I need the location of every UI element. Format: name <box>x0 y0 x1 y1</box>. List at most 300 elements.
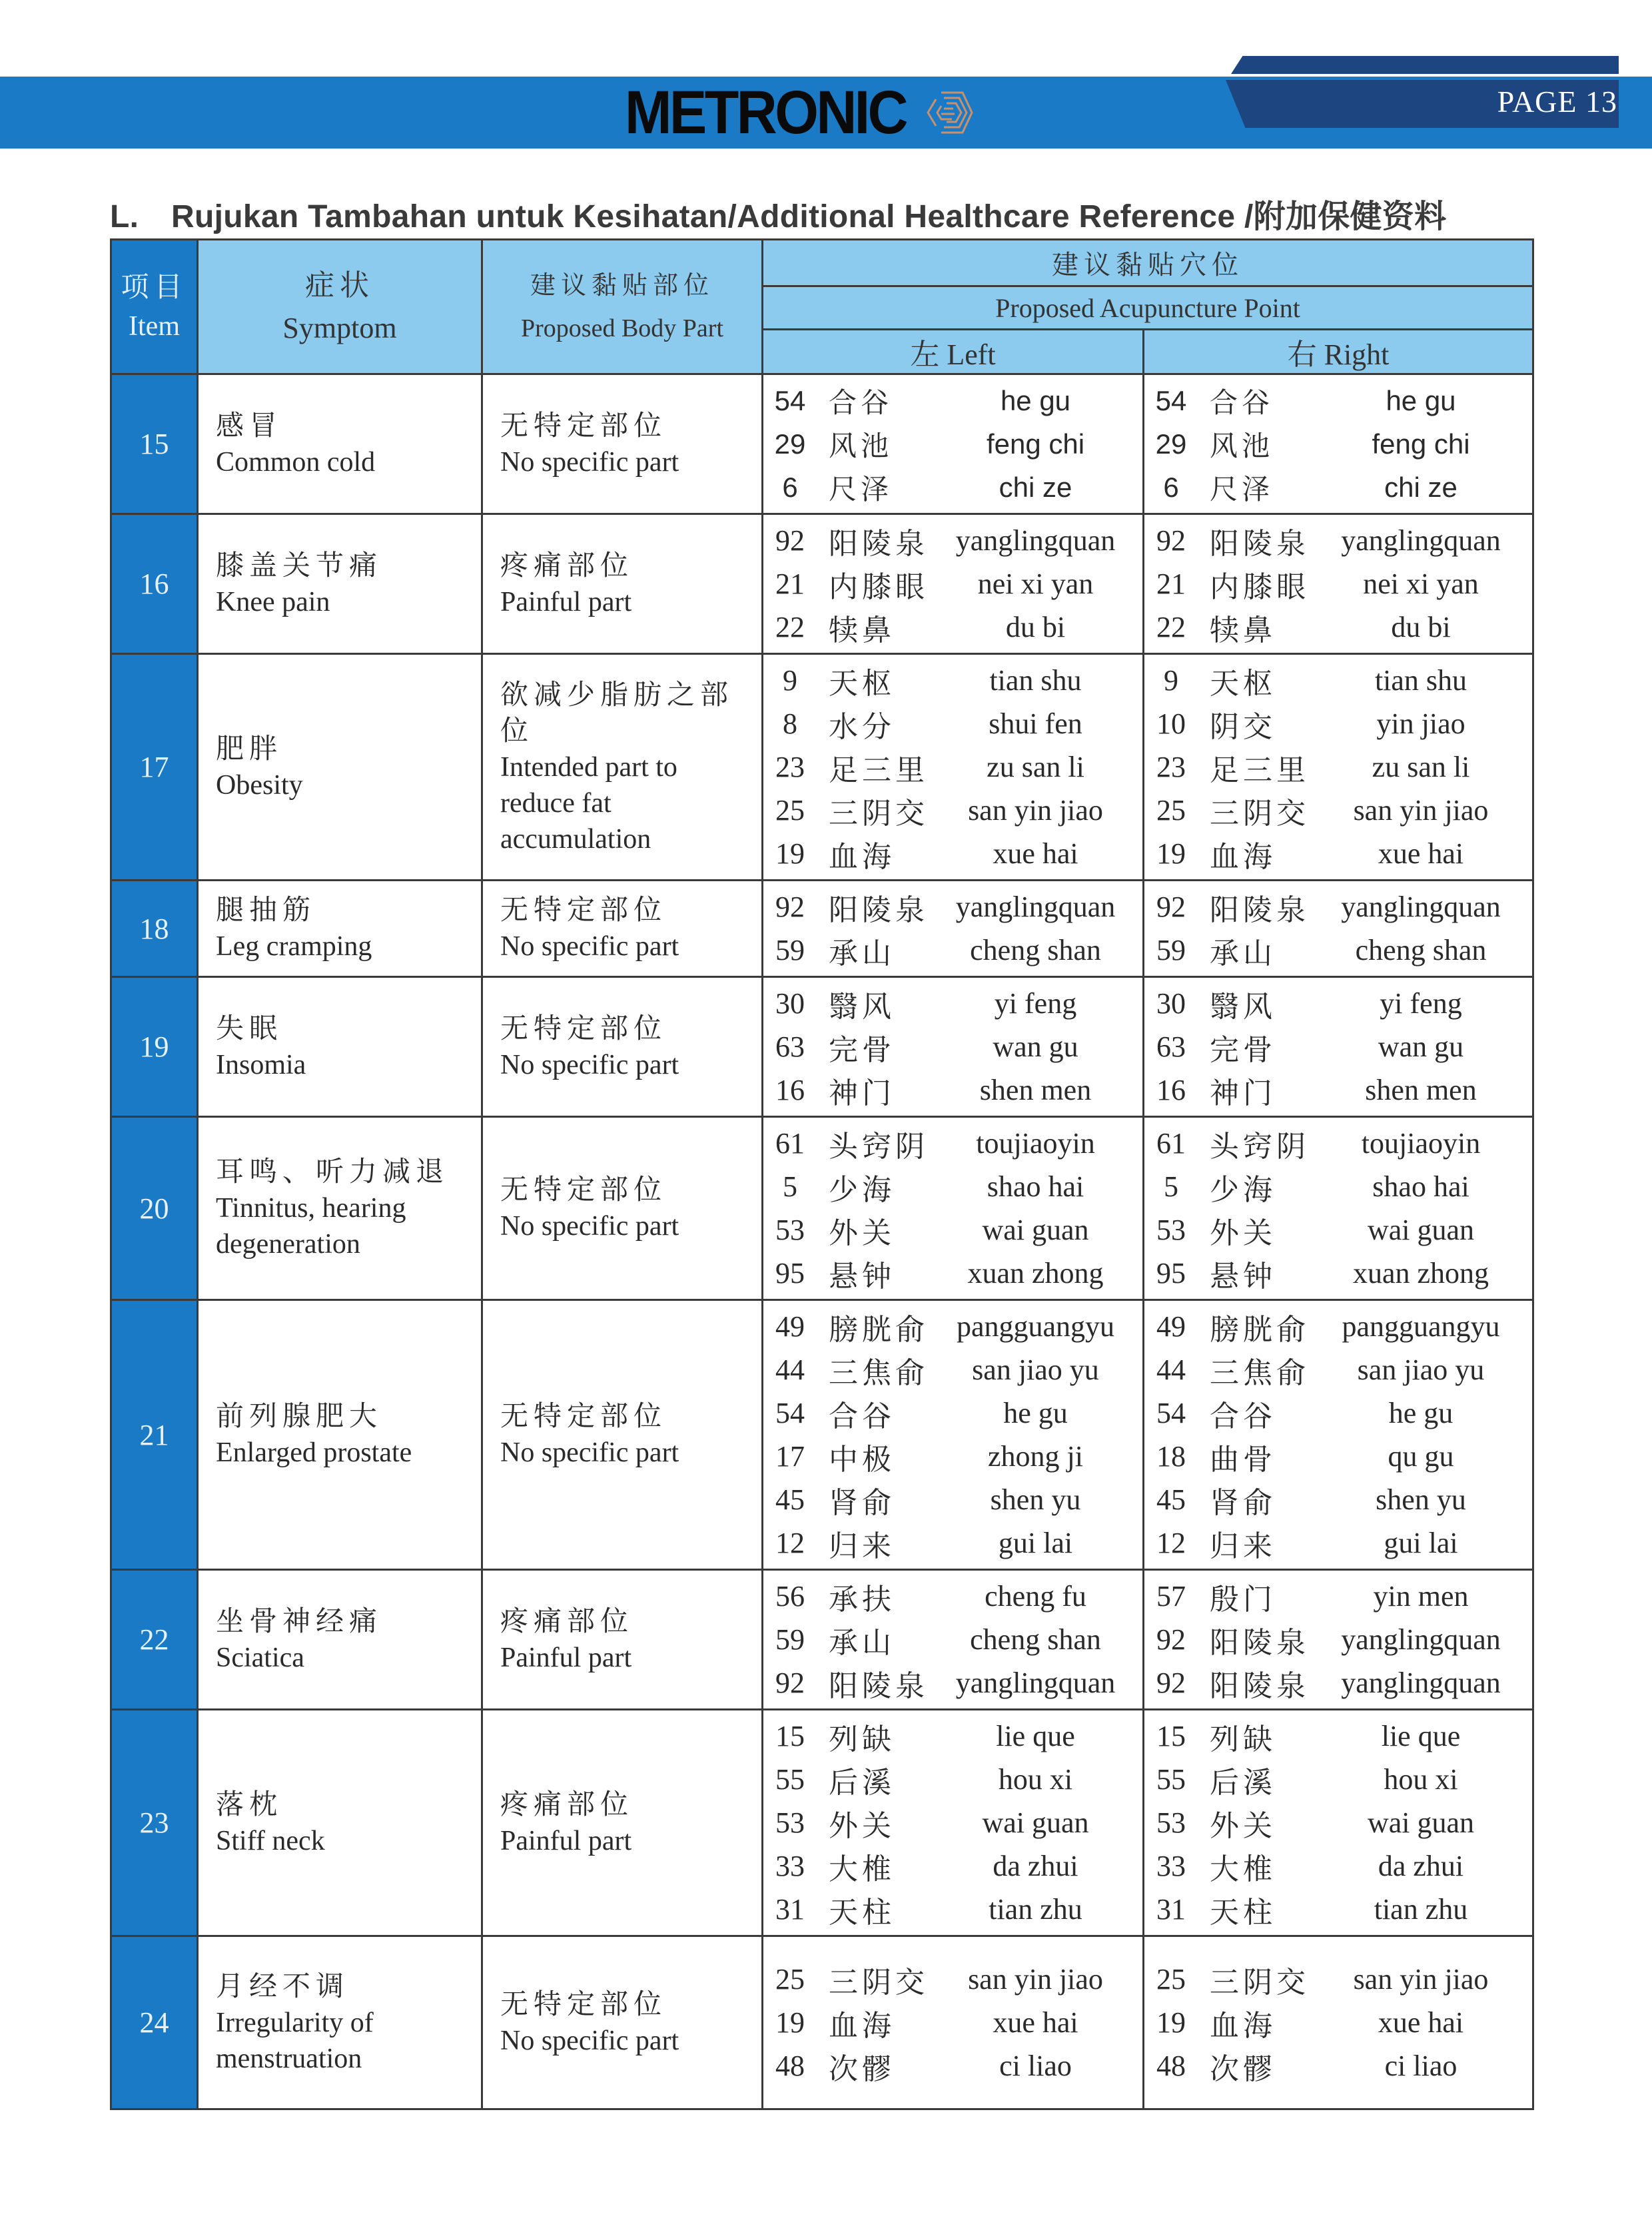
acupoint-pinyin: qu gu <box>1388 1440 1454 1473</box>
body-part-cell <box>482 654 763 881</box>
symptom-cell <box>198 1300 482 1570</box>
acupoint-cn: 合谷 <box>829 386 893 418</box>
symptom-cn: 月经不调 <box>216 1971 350 2002</box>
acupoint <box>1144 1122 1532 1165</box>
header-item-en: Item <box>129 310 180 342</box>
item-number: 21 <box>111 1300 198 1570</box>
body-part-en: No specific part <box>500 1049 679 1080</box>
symptom-cell <box>198 1570 482 1710</box>
symptom-cn: 前列腺肥大 <box>216 1401 383 1432</box>
acupoint-pinyin: he gu <box>1388 1397 1453 1429</box>
body-part-cell <box>482 1570 763 1710</box>
right-points-cell <box>1144 514 1533 654</box>
acupoint <box>1144 1888 1532 1931</box>
table-body <box>111 374 1533 2109</box>
acupoint-cn: 完骨 <box>829 1033 895 1066</box>
header-body-en: Proposed Body Part <box>521 314 723 342</box>
acupoint-number: 19 <box>775 2006 805 2039</box>
acupoint-pinyin: xuan zhong <box>967 1257 1104 1290</box>
acupoint-cn: 尺泽 <box>829 473 893 505</box>
acupoint <box>763 702 1142 745</box>
acupoint-number: 19 <box>775 837 805 870</box>
acupoint-cn: 膀胱俞 <box>1210 1313 1310 1346</box>
acupoint-pinyin: ci liao <box>999 2049 1072 2082</box>
acupoint <box>1144 1478 1532 1521</box>
acupoint <box>1144 1575 1532 1618</box>
acupoint-pinyin: shao hai <box>1372 1170 1469 1203</box>
acupoint-number: 44 <box>775 1353 805 1386</box>
acupoint-number: 55 <box>1156 1763 1186 1796</box>
section-title <box>110 190 1446 236</box>
left-points-cell <box>763 374 1144 514</box>
acupoint <box>1144 982 1532 1025</box>
symptom-en-line: menstruation <box>216 2043 362 2074</box>
left-points-cell <box>763 1570 1144 1710</box>
header-item <box>111 240 198 374</box>
acupoint-pinyin: he gu <box>1386 384 1456 416</box>
acupoint-number: 61 <box>775 1127 805 1160</box>
acupoint-number: 53 <box>1156 1806 1186 1839</box>
acupoint-pinyin: xuan zhong <box>1352 1257 1489 1290</box>
acupoint-number: 92 <box>1156 524 1186 557</box>
acupoint-pinyin: zu san li <box>987 751 1084 783</box>
acupoint-cn: 少海 <box>1210 1173 1276 1206</box>
acupoint <box>1144 379 1532 422</box>
acupoint <box>763 1391 1142 1435</box>
acupoint-cn: 外关 <box>829 1809 895 1842</box>
header-left: 左 Left <box>763 330 1144 374</box>
acupoint-pinyin: he gu <box>1003 1397 1068 1429</box>
acupoint-number: 45 <box>775 1483 805 1516</box>
acupoint-pinyin: feng chi <box>1372 428 1470 460</box>
acupoint-cn: 足三里 <box>829 753 929 787</box>
body-part-en: No specific part <box>500 446 679 478</box>
symptom-cn: 耳鸣、听力减退 <box>216 1157 450 1188</box>
acupoint-cn: 大椎 <box>1210 1852 1276 1886</box>
acupoint-pinyin: san jiao yu <box>972 1353 1099 1386</box>
acupoint-cn: 曲骨 <box>1210 1443 1276 1476</box>
acupoint-cn: 阳陵泉 <box>829 893 929 927</box>
body-part-en-line: Intended part to <box>500 751 677 783</box>
acupoint-pinyin: shui fen <box>989 707 1082 740</box>
acupoint-number: 44 <box>1156 1353 1186 1386</box>
acupoint-cn: 膀胱俞 <box>829 1313 929 1346</box>
acupoint <box>763 745 1142 789</box>
right-points-cell <box>1144 1300 1533 1570</box>
acupoint-number: 30 <box>1156 987 1186 1020</box>
acupoint-pinyin: lie que <box>996 1720 1075 1752</box>
acupoint-number: 49 <box>1156 1310 1186 1343</box>
acupoint-pinyin: tian shu <box>989 664 1082 697</box>
section-title-text: Rujukan Tambahan untuk Kesihatan/Additional Healthcare Reference /附加保健资料 <box>171 199 1447 234</box>
acupoint <box>763 1844 1142 1888</box>
acupoint <box>763 1888 1142 1931</box>
acupoint-pinyin: wan gu <box>993 1030 1078 1063</box>
header-acupoint-en: Proposed Acupuncture Point <box>763 286 1533 330</box>
acupoint-cn: 承山 <box>829 936 895 970</box>
acupoint-cn: 神门 <box>1210 1076 1276 1110</box>
acupoint-number: 25 <box>1156 794 1186 827</box>
acupoint <box>1144 1165 1532 1208</box>
symptom-cell <box>198 881 482 977</box>
acupoint <box>763 1252 1142 1295</box>
acupoint-pinyin: yanglingquan <box>1341 891 1501 923</box>
acupoint-number: 19 <box>1156 837 1186 870</box>
acupoint <box>763 1348 1142 1391</box>
page-number: PAGE 13 <box>1497 85 1617 119</box>
acupoint-pinyin: yi feng <box>1380 987 1462 1020</box>
left-points-cell <box>763 1710 1144 1936</box>
acupoint-cn: 后溪 <box>829 1766 895 1799</box>
acupoint-number: 29 <box>774 428 806 460</box>
acupoint-number: 12 <box>775 1527 805 1559</box>
body-part-cn: 无特定部位 <box>500 410 667 442</box>
symptom-cn: 失眠 <box>216 1013 283 1044</box>
table-row <box>111 977 1533 1117</box>
acupoint-number: 55 <box>775 1763 805 1796</box>
acupoint-number: 6 <box>782 471 798 503</box>
acupoint <box>1144 1025 1532 1068</box>
acupoint-cn: 悬钟 <box>1210 1260 1276 1293</box>
acupoint-pinyin: da zhui <box>993 1850 1078 1882</box>
acupoint-pinyin: wai guan <box>982 1806 1089 1839</box>
acupoint-pinyin: du bi <box>1005 611 1066 643</box>
acupoint-number: 57 <box>1156 1580 1186 1613</box>
acupoint <box>763 1618 1142 1661</box>
symptom-en: Obesity <box>216 769 303 801</box>
acupoint-cn: 三阴交 <box>1210 1966 1310 1999</box>
symptom-cell <box>198 654 482 881</box>
acupoint-pinyin: ci liao <box>1384 2049 1457 2082</box>
acupoint-number: 6 <box>1163 471 1179 503</box>
acupoint-number: 5 <box>783 1170 797 1203</box>
acupoint <box>763 1165 1142 1208</box>
acupoint-cn: 阳陵泉 <box>829 1669 929 1702</box>
acupoint-pinyin: da zhui <box>1378 1850 1464 1882</box>
acupoint-number: 9 <box>1164 664 1178 697</box>
acupoint <box>1144 1391 1532 1435</box>
acupoint <box>763 1801 1142 1844</box>
acupoint <box>763 605 1142 649</box>
acupoint <box>763 466 1142 509</box>
acupoint-cn: 翳风 <box>1210 990 1276 1023</box>
acupoint-pinyin: yin jiao <box>1376 707 1465 740</box>
acupoint-cn: 三阴交 <box>1210 797 1310 830</box>
header-acupoint-cn-text: 建议黏贴穴位 <box>1052 250 1244 280</box>
acupoint <box>1144 422 1532 466</box>
symptom-en-line: Irregularity of <box>216 2007 374 2038</box>
acupoint <box>1144 1521 1532 1565</box>
left-points-cell <box>763 881 1144 977</box>
acupoint-number: 92 <box>775 891 805 923</box>
acupoint-pinyin: tian shu <box>1374 664 1467 697</box>
logo-hexagon-icon <box>921 86 975 139</box>
acupoint-cn: 列缺 <box>1210 1722 1276 1756</box>
acupoint <box>1144 832 1532 875</box>
acupoint <box>763 659 1142 702</box>
acupoint-pinyin: shen men <box>979 1074 1092 1106</box>
acupoint-number: 48 <box>1156 2049 1186 2082</box>
body-part-cn: 无特定部位 <box>500 1989 667 2020</box>
acupoint-cn: 血海 <box>1210 2009 1276 2042</box>
acupoint-pinyin: nei xi yan <box>1363 567 1479 600</box>
acupoint-cn: 风池 <box>829 430 893 462</box>
acupoint <box>1144 1801 1532 1844</box>
acupoint-cn: 阳陵泉 <box>1210 1626 1310 1659</box>
symptom-en: Enlarged prostate <box>216 1437 412 1468</box>
acupoint-pinyin: shen yu <box>1376 1483 1466 1516</box>
acupoint-number: 92 <box>1156 891 1186 923</box>
header-body-cn: 建议黏贴部位 <box>530 271 714 300</box>
right-points-cell <box>1144 1936 1533 2109</box>
acupoint-number: 16 <box>775 1074 805 1106</box>
header-symptom <box>198 240 482 374</box>
table-row <box>111 1936 1533 2109</box>
body-part-cell <box>482 881 763 977</box>
table-row <box>111 514 1533 654</box>
acupoint-number: 49 <box>775 1310 805 1343</box>
acupoint-number: 21 <box>775 567 805 600</box>
acupoint <box>763 562 1142 605</box>
symptom-en: Leg cramping <box>216 931 372 962</box>
acupoint-cn: 犊鼻 <box>829 613 895 647</box>
acupoint <box>763 1714 1142 1758</box>
acupoint <box>763 1068 1142 1112</box>
acupoint-cn: 三焦俞 <box>829 1356 929 1389</box>
symptom-en: Sciatica <box>216 1642 304 1673</box>
left-points-cell <box>763 1300 1144 1570</box>
acupoint-pinyin: gui lai <box>998 1527 1073 1559</box>
header-symptom-cn: 症状 <box>305 268 374 302</box>
acupoint-pinyin: hou xi <box>998 1763 1073 1796</box>
acupoint-pinyin: shen yu <box>990 1483 1081 1516</box>
body-part-en: Painful part <box>500 1642 632 1673</box>
acupoint-cn: 中极 <box>829 1443 895 1476</box>
acupoint-number: 31 <box>1156 1893 1186 1926</box>
body-part-cn: 疼痛部位 <box>500 1606 634 1637</box>
right-points-cell <box>1144 1710 1533 1936</box>
acupoint-cn: 三阴交 <box>829 1966 929 1999</box>
body-part-en-line: accumulation <box>500 823 651 855</box>
acupoint-number: 31 <box>775 1893 805 1926</box>
acupoint-pinyin: zu san li <box>1372 751 1470 783</box>
acupoint-number: 25 <box>775 794 805 827</box>
acupoint-cn: 风池 <box>1210 430 1274 462</box>
acupoint-pinyin: shen men <box>1365 1074 1477 1106</box>
acupoint <box>1144 1618 1532 1661</box>
acupoint-number: 53 <box>1156 1214 1186 1246</box>
acupoint <box>763 1208 1142 1252</box>
acupoint <box>1144 2044 1532 2087</box>
acupoint-pinyin: san yin jiao <box>1353 794 1489 827</box>
symptom-cn: 落枕 <box>216 1789 283 1820</box>
acupoint-pinyin: yanglingquan <box>955 524 1116 557</box>
table-row <box>111 881 1533 977</box>
acupoint-cn: 悬钟 <box>829 1260 895 1293</box>
acupoint-number: 15 <box>1156 1720 1186 1752</box>
acupoint-number: 30 <box>775 987 805 1020</box>
acupoint-pinyin: cheng shan <box>970 934 1101 966</box>
acupoint-number: 56 <box>775 1580 805 1613</box>
acupoint-cn: 大椎 <box>829 1852 895 1886</box>
acupoint-number: 33 <box>775 1850 805 1882</box>
acupoint-pinyin: gui lai <box>1384 1527 1458 1559</box>
acupoint <box>763 1435 1142 1478</box>
acupoint-cn: 阳陵泉 <box>829 527 929 560</box>
acupoint-number: 92 <box>1156 1623 1186 1656</box>
body-part-en: Painful part <box>500 1825 632 1856</box>
acupoint <box>763 519 1142 562</box>
acupoint-cn: 天枢 <box>1210 667 1276 700</box>
acupoint-pinyin: san yin jiao <box>1353 1963 1489 1996</box>
body-part-en: No specific part <box>500 931 679 962</box>
acupoint-pinyin: tian zhu <box>989 1893 1082 1926</box>
header-right: 右 Right <box>1144 330 1533 374</box>
item-number: 19 <box>111 977 198 1117</box>
acupoint-number: 63 <box>775 1030 805 1063</box>
body-part-cell <box>482 1117 763 1300</box>
acupoint <box>1144 1305 1532 1348</box>
acupoint-pinyin: xue hai <box>993 2006 1078 2039</box>
table-row <box>111 1710 1533 1936</box>
acupoint-pinyin: wai guan <box>1367 1214 1475 1246</box>
acupoint-cn: 天枢 <box>829 667 895 700</box>
item-number: 18 <box>111 881 198 977</box>
acupoint-number: 10 <box>1156 707 1186 740</box>
body-part-cn: 无特定部位 <box>500 1175 667 1206</box>
acupoint-pinyin: du bi <box>1391 611 1451 643</box>
acupoint-cn: 归来 <box>1210 1529 1276 1563</box>
acupoint-pinyin: pangguangyu <box>1342 1310 1500 1343</box>
acupoint <box>1144 1958 1532 2001</box>
symptom-cell <box>198 374 482 514</box>
acupoint-cn: 天柱 <box>829 1896 895 1929</box>
right-points-cell <box>1144 977 1533 1117</box>
acupoint-pinyin: toujiaoyin <box>976 1127 1095 1160</box>
acupoint-number: 21 <box>1156 567 1186 600</box>
acupoint <box>763 2044 1142 2087</box>
symptom-cell <box>198 1936 482 2109</box>
acupoint-number: 17 <box>775 1440 805 1473</box>
acupoint-cn: 少海 <box>829 1173 895 1206</box>
acupoint-number: 59 <box>775 934 805 966</box>
acupoint-cn: 阳陵泉 <box>1210 1669 1310 1702</box>
acupoint-pinyin: feng chi <box>986 428 1085 460</box>
body-part-cell <box>482 1710 763 1936</box>
acupoint-cn: 合谷 <box>1210 386 1274 418</box>
acupoint <box>1144 2001 1532 2044</box>
acupoint-cn: 次髎 <box>1210 2052 1276 2085</box>
acupoint-number: 5 <box>1164 1170 1178 1203</box>
acupoint-pinyin: cheng shan <box>1355 934 1487 966</box>
acupoint <box>763 1958 1142 2001</box>
acupoint <box>763 2001 1142 2044</box>
acupoint-number: 33 <box>1156 1850 1186 1882</box>
acupoint <box>1144 1435 1532 1478</box>
acupoint-pinyin: hou xi <box>1384 1763 1458 1796</box>
table-row <box>111 1117 1533 1300</box>
acupoint-cn: 承山 <box>1210 936 1276 970</box>
acupoint-number: 53 <box>775 1806 805 1839</box>
acupoint-cn: 血海 <box>1210 840 1276 873</box>
symptom-cell <box>198 1117 482 1300</box>
acupoint-number: 59 <box>1156 934 1186 966</box>
acupoint-cn: 外关 <box>829 1216 895 1250</box>
acupoint-pinyin: cheng shan <box>970 1623 1101 1656</box>
acupoint-cn: 头窍阴 <box>829 1130 929 1163</box>
acupoint-pinyin: pangguangyu <box>956 1310 1115 1343</box>
acupoint-number: 12 <box>1156 1527 1186 1559</box>
acupoint-cn: 后溪 <box>1210 1766 1276 1799</box>
acupoint-number: 95 <box>1156 1257 1186 1290</box>
symptom-en-line: degeneration <box>216 1229 360 1260</box>
body-part-cell <box>482 1936 763 2109</box>
acupoint <box>1144 562 1532 605</box>
acupoint-number: 22 <box>1156 611 1186 643</box>
acupoint <box>763 1478 1142 1521</box>
acupoint <box>763 885 1142 929</box>
body-part-cn: 欲减少脂肪之部位 <box>500 679 734 747</box>
section-letter: L. <box>110 199 139 234</box>
acupoint-number: 61 <box>1156 1127 1186 1160</box>
acupoint <box>763 1122 1142 1165</box>
header-tab-accent <box>1231 56 1619 74</box>
acupoint-number: 8 <box>783 707 797 740</box>
acupoint-cn: 阳陵泉 <box>1210 893 1310 927</box>
item-number: 23 <box>111 1710 198 1936</box>
acupoint-cn: 肾俞 <box>1210 1486 1276 1519</box>
acupoint-number: 92 <box>775 1667 805 1699</box>
acupoint <box>1144 519 1532 562</box>
acupoint-number: 54 <box>1155 384 1187 416</box>
symptom-cn: 感冒 <box>216 410 283 442</box>
item-number: 16 <box>111 514 198 654</box>
acupoint <box>1144 1252 1532 1295</box>
acupoint-number: 95 <box>775 1257 805 1290</box>
acupoint-number: 48 <box>775 2049 805 2082</box>
right-points-cell <box>1144 1117 1533 1300</box>
acupoint-number: 92 <box>775 524 805 557</box>
right-points-cell <box>1144 374 1533 514</box>
acupoint-cn: 足三里 <box>1210 753 1310 787</box>
acupoint <box>763 1575 1142 1618</box>
acupoint-number: 9 <box>783 664 797 697</box>
acupoint <box>763 929 1142 972</box>
acupoint-pinyin: xue hai <box>993 837 1078 870</box>
acupoint-cn: 次髎 <box>829 2052 895 2085</box>
brand-logo <box>625 79 975 147</box>
acupoint-cn: 尺泽 <box>1210 473 1274 505</box>
acupoint-cn: 合谷 <box>829 1399 895 1433</box>
acupoint-cn: 列缺 <box>829 1722 895 1756</box>
acupoint-pinyin: yin men <box>1373 1580 1469 1613</box>
acupoint-number: 45 <box>1156 1483 1186 1516</box>
symptom-cn: 腿抽筋 <box>216 895 316 926</box>
header-symptom-en: Symptom <box>282 311 397 344</box>
acupoint-number: 54 <box>775 1397 805 1429</box>
acupoint-pinyin: yanglingquan <box>1341 1623 1501 1656</box>
left-points-cell <box>763 654 1144 881</box>
item-number: 20 <box>111 1117 198 1300</box>
acupoint-pinyin: xue hai <box>1378 837 1464 870</box>
body-part-cn: 疼痛部位 <box>500 1789 634 1820</box>
body-part-en: No specific part <box>500 1211 679 1242</box>
left-points-cell <box>763 1117 1144 1300</box>
acupoint-number: 15 <box>775 1720 805 1752</box>
acupoint-number: 25 <box>1156 1963 1186 1996</box>
acupoint-cn: 阳陵泉 <box>1210 527 1310 560</box>
acupoint-cn: 头窍阴 <box>1210 1130 1310 1163</box>
